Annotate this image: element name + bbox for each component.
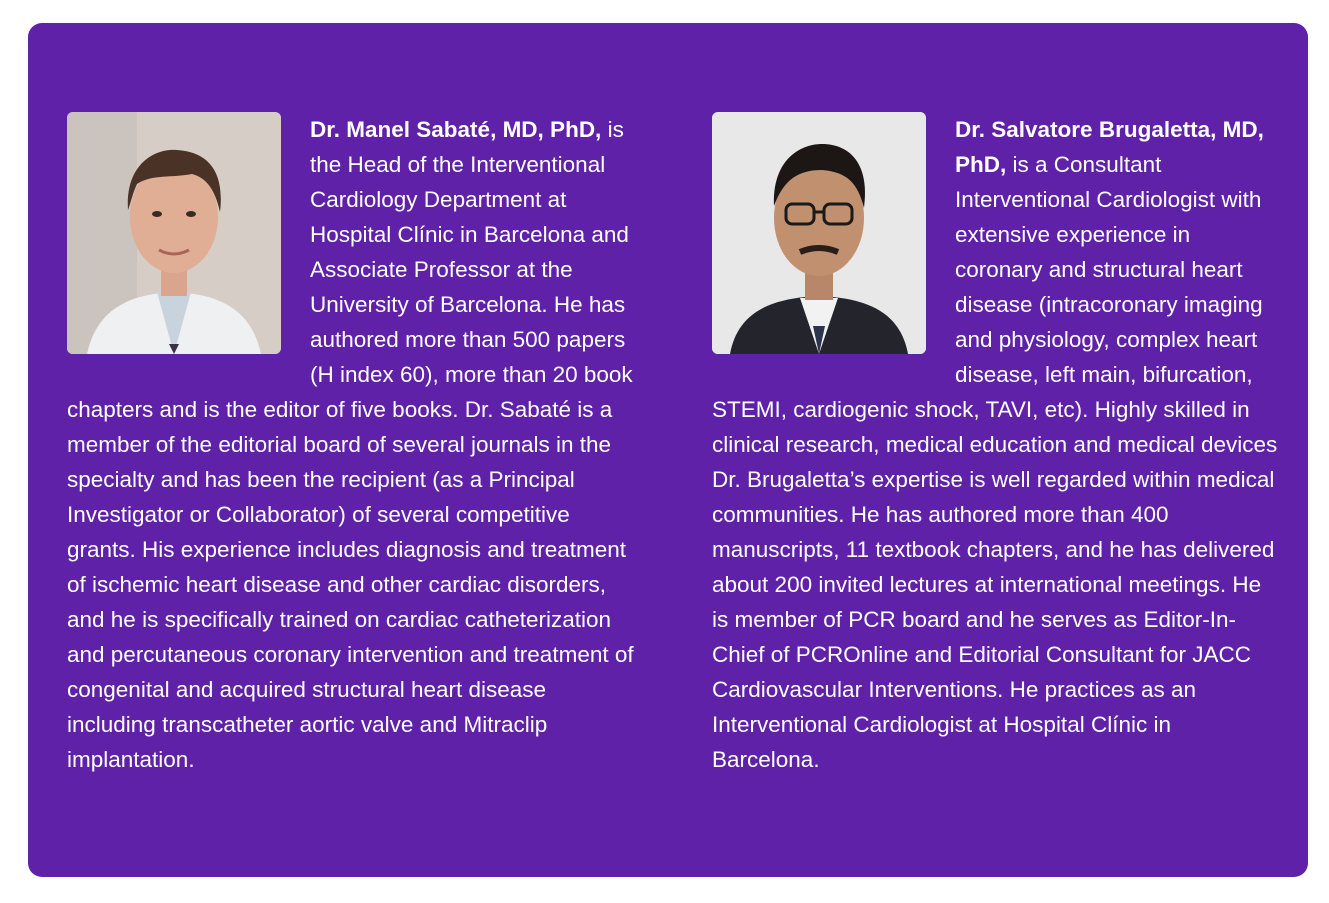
bio-brugaletta (712, 112, 1280, 777)
sabate-name: Dr. Manel Sabaté, MD, PhD, (310, 117, 602, 142)
brugaletta-photo (712, 112, 926, 354)
sabate-photo (67, 112, 281, 354)
portrait-photo-icon (67, 112, 281, 354)
brugaletta-name: Dr. Salvatore Brugaletta, MD, PhD, (955, 117, 1264, 177)
brugaletta-bio: is a Consultant Interventional Cardiologist with extensive experience in coronary and structural heart disease (intracoronary imaging and physiology, complex heart disease, left main, bifurcation, STEMI, cardiogenic shock, TAVI, etc). Highly skilled in clinical research, medical education and medical devices Dr. Brugaletta’s expertise is well regarded within medical communities. He has authored more than 400 manuscripts, 11 textbook chapters, and he has delivered about 200 invited lectures at international meetings. He is member of PCR board and he serves as Editor-In-Chief of PCROnline and Editorial Consultant for JACC Cardiovascular Interventions. He practices as an Interventional Cardiologist at Hospital Clínic in Barcelona. (712, 152, 1278, 772)
bio-sabate (67, 112, 635, 777)
bio-panel (28, 23, 1308, 877)
sabate-bio: is the Head of the Interventional Cardiology Department at Hospital Clínic in Barcelona and Associate Professor at the University of Barcelona. He has authored more than 500 papers (H index 60), more than 20 book chapters and is the editor of five books. Dr. Sabaté is a member of the editorial board of several journals in the specialty and has been the recipient (as a Principal Investigator or Collaborator) of several competitive grants. His experience includes diagnosis and treatment of ischemic heart disease and other cardiac disorders, and he is specifically trained on cardiac catheterization and percutaneous coronary intervention and treatment of congenital and acquired structural heart disease including transcatheter aortic valve and Mitraclip implantation. (67, 117, 634, 772)
portrait-photo-icon (712, 112, 926, 354)
